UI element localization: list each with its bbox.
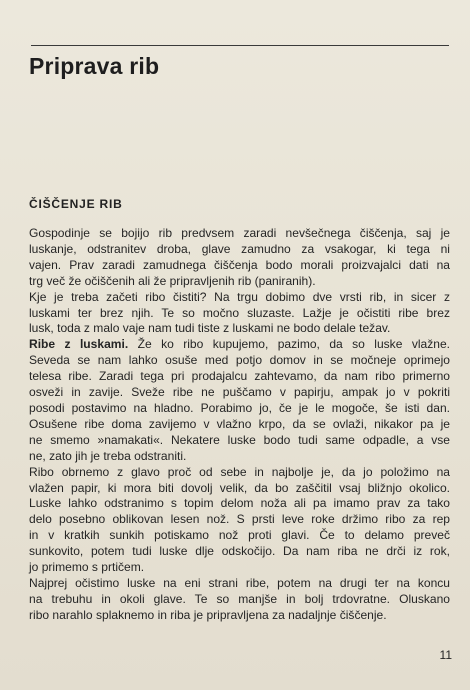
paragraph xyxy=(29,290,450,338)
header-rule xyxy=(31,45,449,46)
chapter-title: Priprava rib xyxy=(29,53,160,79)
text-line: luskami ter brez njih. Te so močno sluzaste. Lažje je očistiti ribe brez xyxy=(29,305,450,320)
paragraph xyxy=(29,226,450,290)
text-line xyxy=(29,337,450,353)
text-line: na trebuhu in okoli glave. Te so manjše in bolj trdovratne. Oluskano xyxy=(29,591,450,606)
text-line: ne smemo »namakati«. Nekatere luske bodo tudi same odpadle, a vse xyxy=(29,432,450,447)
text-line: ribo narahlo splaknemo in riba je pripravljena za nadaljnje čiščenje. xyxy=(29,607,387,622)
paragraph xyxy=(29,576,450,624)
text-line: posodi postavimo na hladno. Porabimo jo, če je le mogoče, še isti dan. xyxy=(29,400,450,415)
text-line: Osušene ribe doma zavijemo v vlažno krpo, da se ovlaži, nikakor pa je xyxy=(29,416,450,431)
text-line: telesa ribe. Zaradi tega pri prodajalcu zahtevamo, da nam ribo primerno xyxy=(29,369,450,384)
text-line: jo primemo s prtičem. xyxy=(29,560,145,575)
text-line-content: Že ko ribo kupujemo, pazimo, da so luske vlažne. xyxy=(128,337,450,352)
text-line: delo posebno oblikovan lesen nož. S prsti leve roke držimo ribo za rep xyxy=(29,512,450,527)
text-line: ne, zato jih je treba odstraniti. xyxy=(29,448,187,463)
text-line: vajen. Prav zaradi zamudnega čiščenja bodo morali proizvajalci dati na xyxy=(29,257,450,272)
text-line: luskanje, odstranitev droba, glave zamudno za vsakogar, ki tega ni xyxy=(29,241,450,256)
body-text xyxy=(29,226,450,624)
text-line: osveži in zavije. Sveže ribe ne puščamo v papirju, ampak jo v pokriti xyxy=(29,385,450,400)
text-line: lusk, toda z malo vaje nam tudi tiste z luskami ne bodo delale težav. xyxy=(29,321,391,336)
section-heading: ČIŠČENJE RIB xyxy=(29,197,123,211)
paragraph xyxy=(29,337,450,464)
text-line: vlažen papir, ki mora biti dovolj velik, da bo zaščitil vsaj bližnjo okolico. xyxy=(29,480,450,495)
text-line: Ribo obrnemo z glavo proč od sebe in najbolje je, da jo položimo na xyxy=(29,464,450,479)
text-line: Gospodinje se bojijo rib predvsem zaradi nevšečnega čiščenja, saj je xyxy=(29,226,450,240)
text-line: Seveda se nam lahko osuše med potjo domov in se močneje oprimejo xyxy=(29,353,450,368)
text-line: Najprej očistimo luske na eni strani ribe, potem na drugi ter na koncu xyxy=(29,575,450,590)
text-line: Kje je treba začeti ribo čistiti? Na trgu dobimo dve vrsti rib, in sicer z xyxy=(29,289,450,304)
text-line: sunkovito, potem tudi luske dlje odskočijo. Da nam riba ne drči iz rok, xyxy=(29,544,450,559)
text-line: trg več že očiščenih ali že pripravljenih rib (paniranih). xyxy=(29,273,316,288)
text-line: Luske lahko odstranimo s topim delom noža ali pa imamo prav za tako xyxy=(29,496,450,511)
paragraph-lead-in: Ribe z luskami. xyxy=(29,337,129,352)
page-number: 11 xyxy=(439,648,452,662)
paragraph xyxy=(29,465,450,576)
text-line: in v kratkih sunkih potiskamo nož proti glavi. Če to delamo preveč xyxy=(29,528,450,543)
